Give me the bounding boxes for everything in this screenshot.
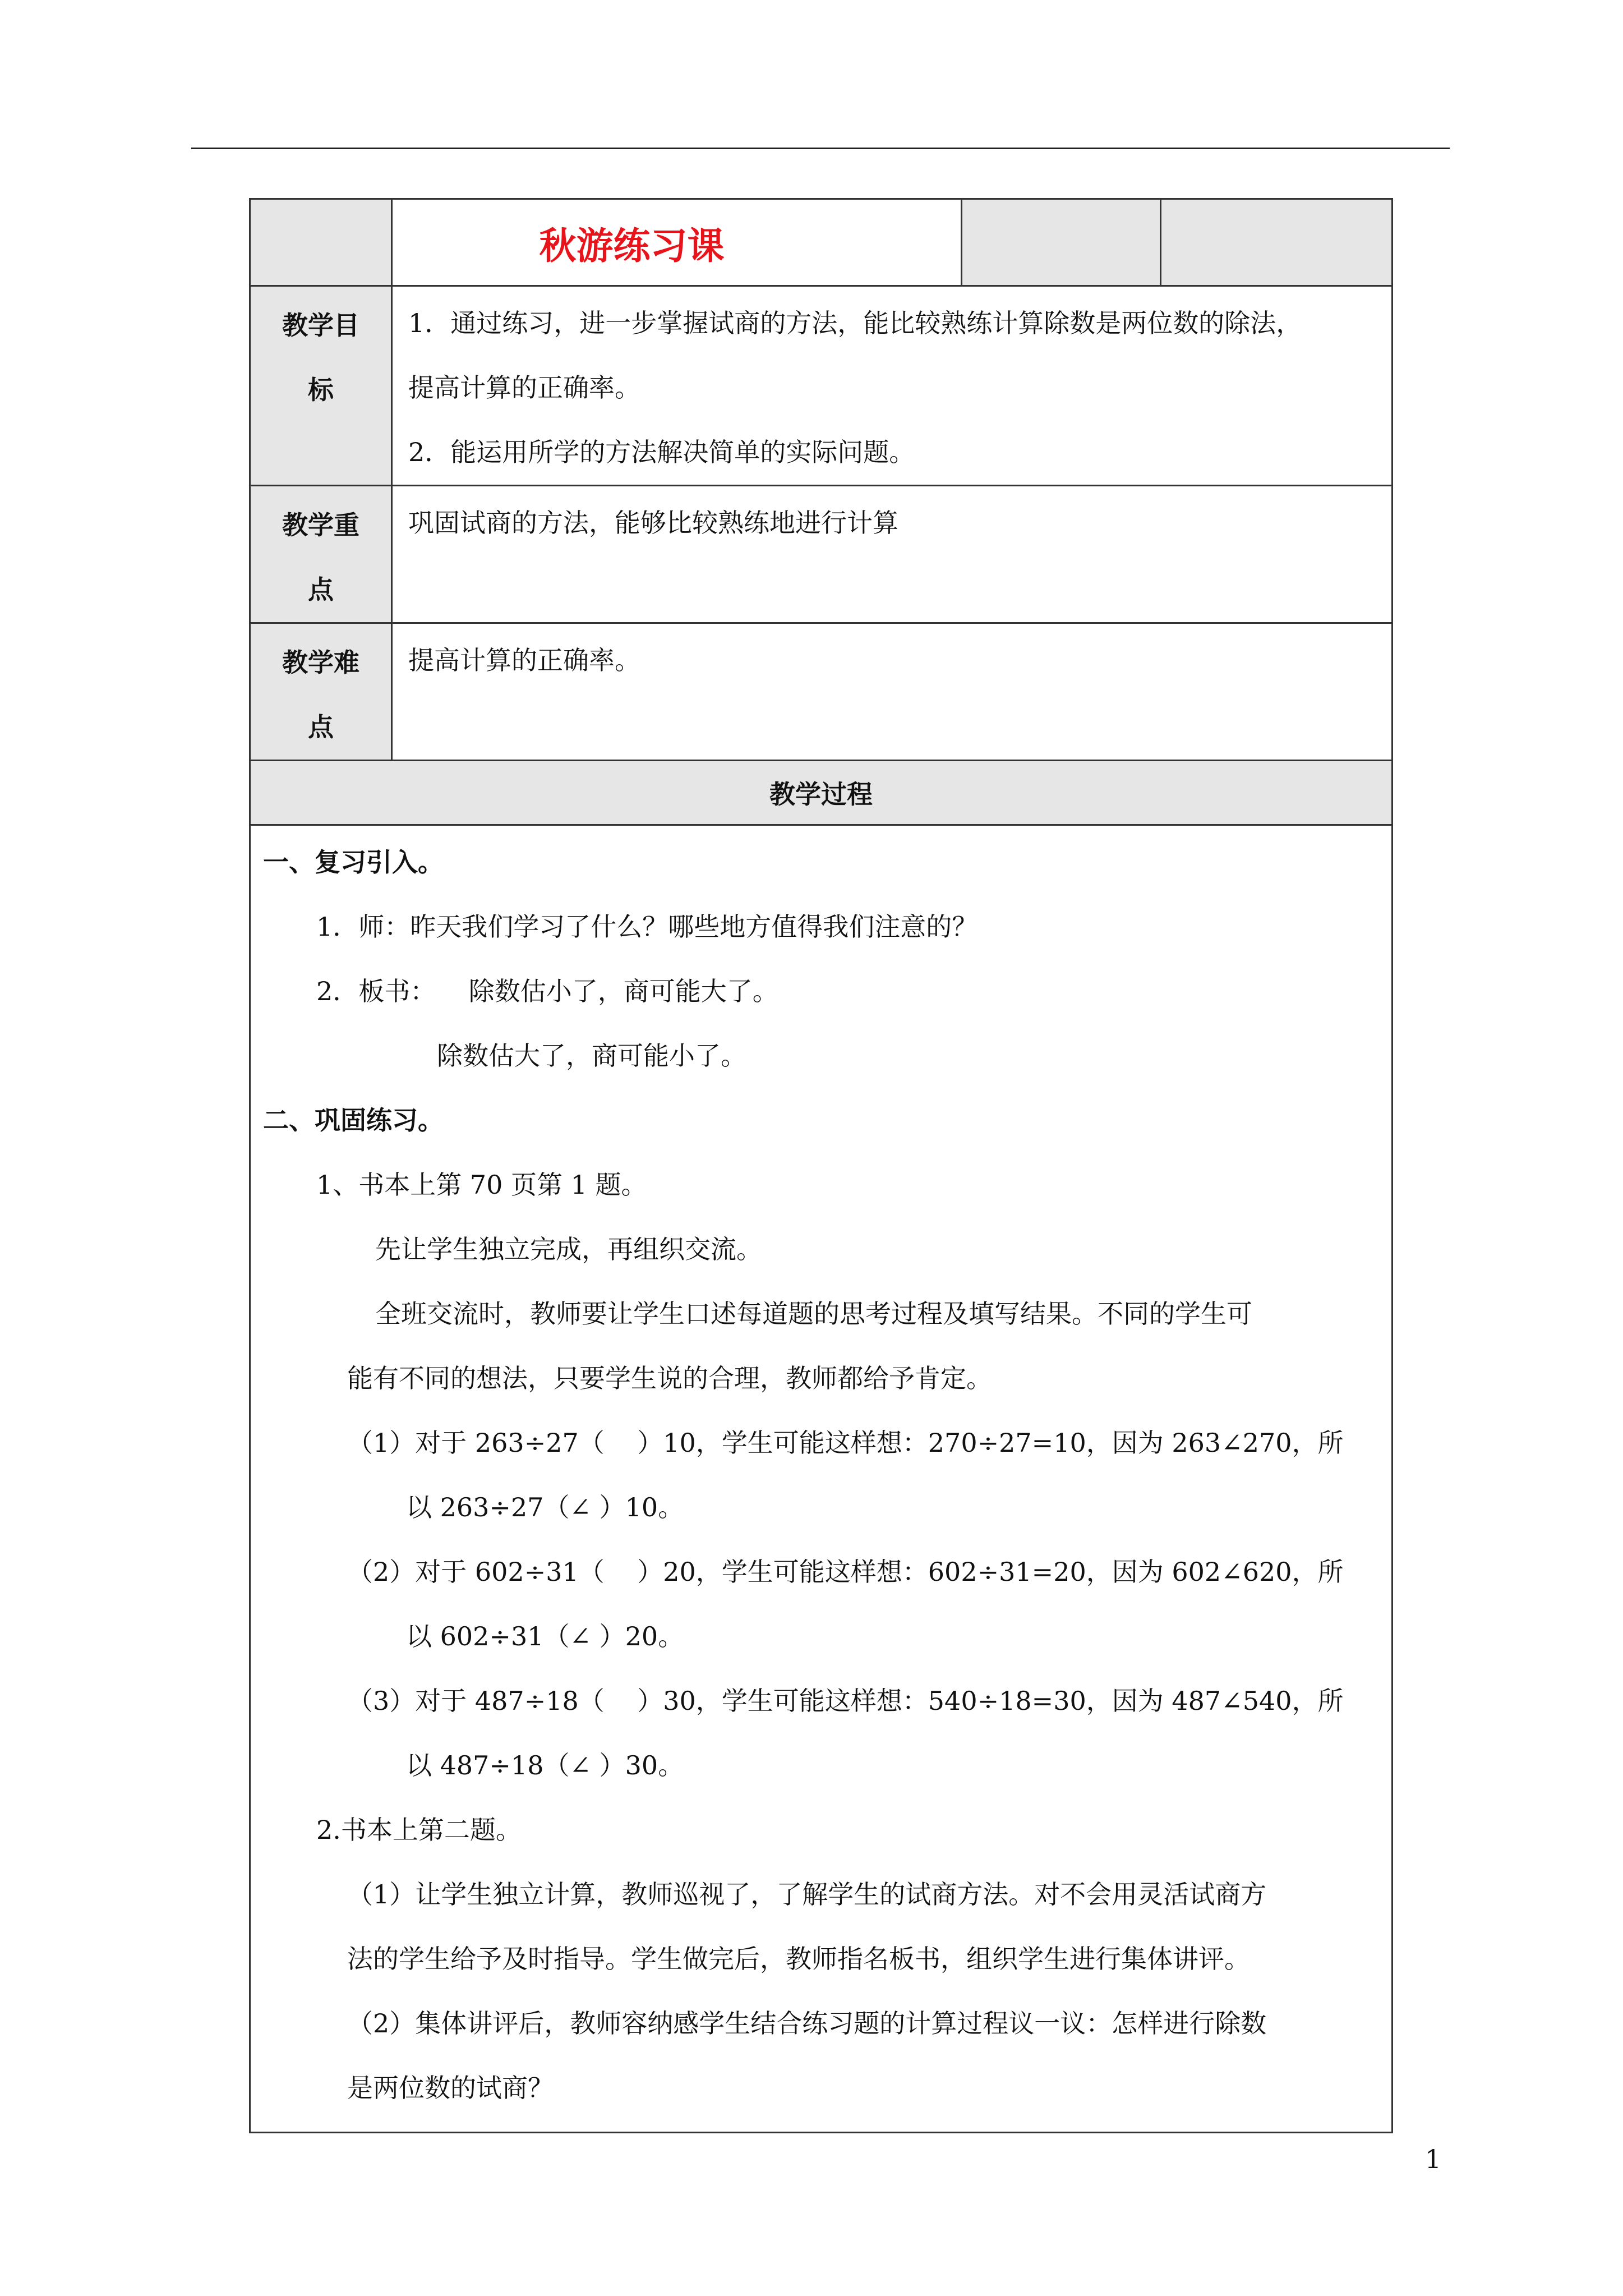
process-body-row: [250, 825, 1393, 2133]
process-line: （1）对于 263÷27（ ）10，学生可能这样想：270÷27=10，因为 263∠270，所: [347, 1428, 1344, 1458]
key-points-content: 巩固试商的方法，能够比较熟练地进行计算: [392, 486, 1393, 623]
title-label-cell: [250, 199, 392, 286]
difficulties-row: [250, 623, 1393, 761]
key-points-label: 教学重 点: [250, 486, 392, 623]
page-number: 1: [1424, 2144, 1441, 2174]
key-points-row: [250, 486, 1393, 623]
process-line: 是两位数的试商？: [347, 2073, 554, 2103]
difficulties-label: 教学难 点: [250, 623, 392, 761]
process-line: （2）对于 602÷31（ ）20，学生可能这样想：602÷31=20，因为 602∠620，所: [347, 1557, 1344, 1587]
objectives-content: [392, 286, 1393, 486]
title-row: [250, 199, 1393, 286]
process-line: 以 602÷31（∠ ）20。: [406, 1621, 684, 1651]
objective-line: 1．通过练习，进一步掌握试商的方法，能比较熟练计算除数是两位数的除法，: [408, 308, 1302, 338]
title-extra-cell-1: [962, 199, 1161, 286]
process-header-row: [250, 761, 1393, 825]
process-line: 以 263÷27（∠ ）10。: [406, 1492, 684, 1522]
lesson-plan-table: [249, 198, 1393, 2133]
difficulties-content: 提高计算的正确率。: [392, 623, 1393, 761]
process-line: 1、书本上第 70 页第 1 题。: [316, 1170, 647, 1200]
process-line: 能有不同的想法，只要学生说的合理，教师都给予肯定。: [347, 1363, 992, 1393]
objectives-label: 教学目 标: [250, 286, 392, 486]
process-line: （2）集体讲评后，教师容纳感学生结合练习题的计算过程议一议：怎样进行除数: [347, 2008, 1267, 2039]
objectives-row: [250, 286, 1393, 486]
process-line: 全班交流时，教师要让学生口述每道题的思考过程及填写结果。不同的学生可: [375, 1299, 1252, 1329]
section-heading: 二、巩固练习。: [263, 1105, 444, 1135]
process-line: （3）对于 487÷18（ ）30，学生可能这样想：540÷18=30，因为 487∠540，所: [347, 1686, 1344, 1716]
process-line: 2．板书： 除数估小了，商可能大了。: [316, 976, 778, 1006]
process-line: 法的学生给予及时指导。学生做完后，教师指名板书，组织学生进行集体讲评。: [347, 1944, 1250, 1974]
section-heading: 一、复习引入。: [263, 847, 444, 877]
header-rule: [191, 148, 1450, 149]
title-extra-cell-2: [1161, 199, 1393, 286]
lesson-title: 秋游练习课: [539, 224, 725, 268]
process-header: 教学过程: [250, 761, 1393, 825]
title-cell: [392, 199, 962, 286]
process-line: 除数估大了，商可能小了。: [437, 1041, 746, 1071]
process-line: 先让学生独立完成，再组织交流。: [375, 1234, 762, 1264]
process-line: 以 487÷18（∠ ）30。: [406, 1750, 684, 1780]
process-line: （1）让学生独立计算，教师巡视了，了解学生的试商方法。对不会用灵活试商方: [347, 1879, 1267, 1910]
objective-line: 2．能运用所学的方法解决简单的实际问题。: [408, 437, 915, 467]
process-line: 2.书本上第二题。: [316, 1815, 522, 1845]
objective-line: 提高计算的正确率。: [408, 372, 640, 403]
process-line: 1．师：昨天我们学习了什么？哪些地方值得我们注意的？: [316, 912, 978, 942]
process-body: [250, 825, 1393, 2133]
